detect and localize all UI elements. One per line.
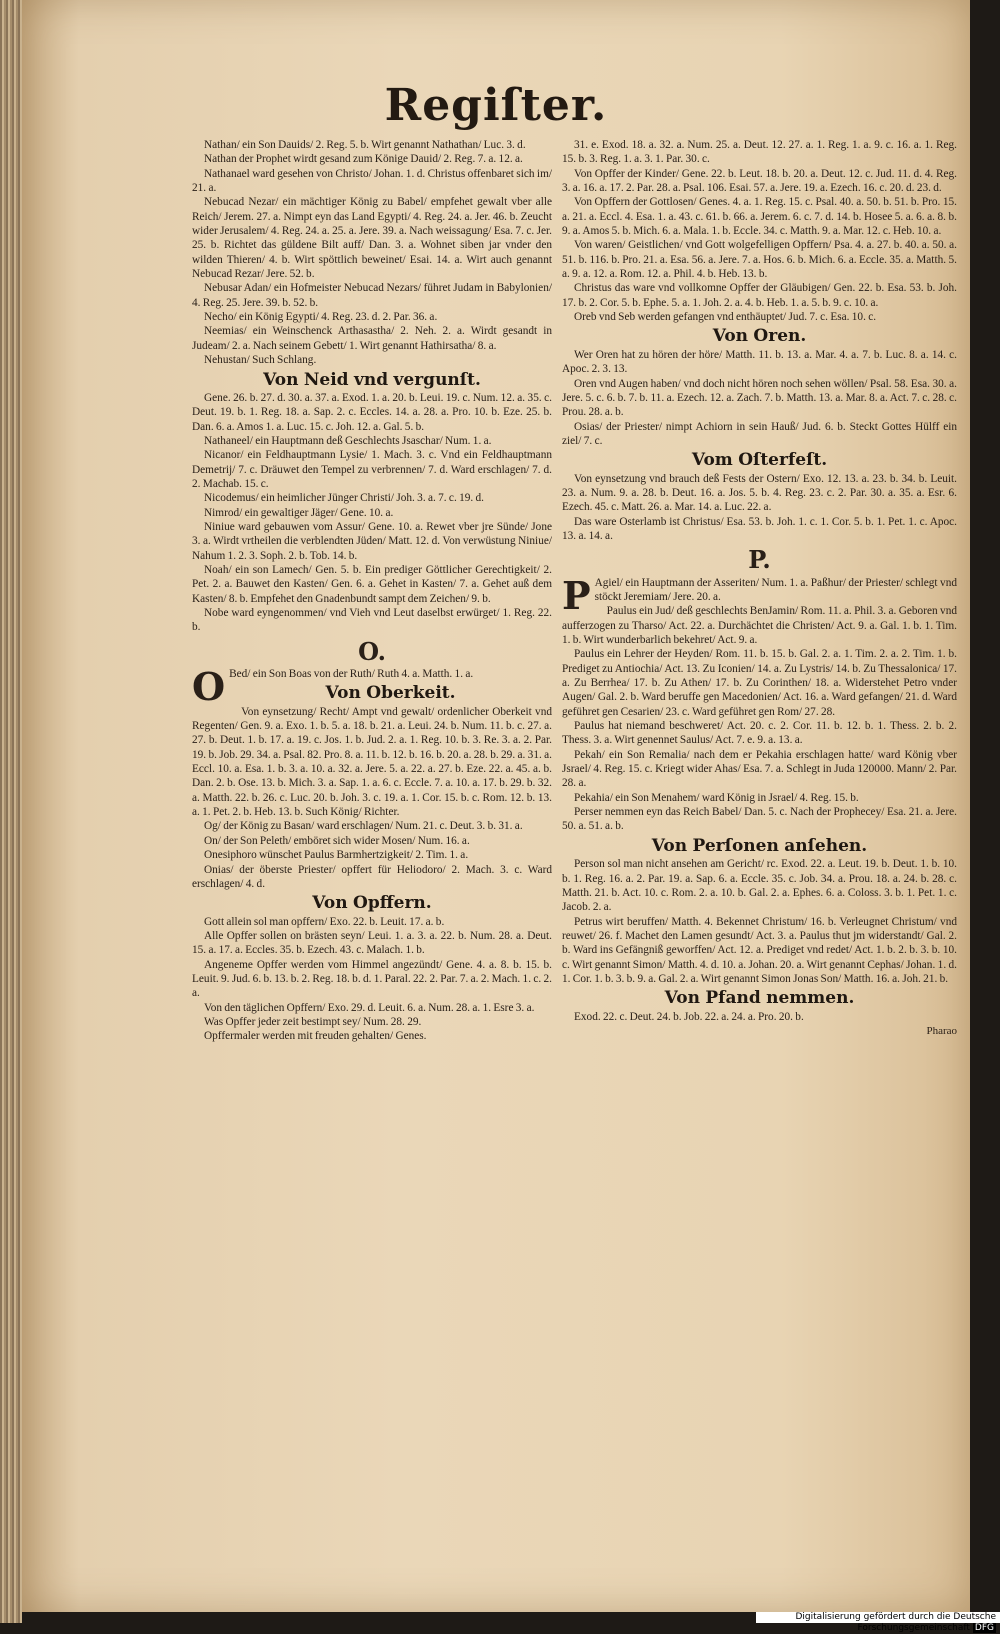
register-entry: Necho/ ein König Egypti/ 4. Reg. 23. d. 2. Par. 36. a. <box>204 311 438 324</box>
register-entry: Nathaneel/ ein Hauptmann deß Geschlechts Jsaschar/ Num. 1. a. <box>204 434 492 447</box>
section-heading: Von Neid vnd vergunſt. <box>263 369 481 390</box>
register-entry: Alle Opffer sollen on brästen seyn/ Leui. 1. a. 3. a. 22. b. Num. 28. a. Deut. 15. a. 17. a. Eccles. 35. b. Ezech. 43. c. Malach. 1. b. <box>192 929 552 957</box>
register-entry: Angeneme Opffer werden vom Himmel angezündt/ Gene. 4. a. 8. b. 15. b. Leuit. 9. Jud. 6. b. 13. b. 2. Reg. 18. b. d. 1. Paral. 22. 2. Par. 7. a. 2. Mach. 1. c. 2. a. <box>192 958 552 1000</box>
register-entry: Neemias/ ein Weinschenck Arthasastha/ 2. Neh. 2. a. Wirdt gesandt in Judeam/ 2. a. Nach seinem Gebett/ 1. Wirt genannt Hathirsatha/ 8. a. <box>192 325 552 352</box>
register-entry: Paulus hat niemand beschweret/ Act. 20. c. 2. Cor. 11. b. 12. b. 1. Thess. 2. b. 2. Thess. 3. a. Wirt genennet Saulus/ Act. 7. e. 9. a. 13. a. <box>562 720 957 747</box>
register-entry: Pekah/ ein Son Remalia/ nach dem er Pekahia erschlagen hatte/ ward König vber Jsrael/ 4. Reg. 15. c. Kriegt wider Ahas/ Esa. 7. a. Schlegt in Juda 120000. Mann/ 2. Par. 28. a. <box>562 748 957 790</box>
register-entry: Nicodemus/ ein heimlicher Jünger Christi/ Joh. 3. a. 7. c. 19. d. <box>204 492 485 505</box>
register-entry: Nimrod/ ein gewaltiger Jäger/ Gene. 10. a. <box>204 506 394 519</box>
register-entry: Paulus ein Jud/ deß geschlechts BenJamin/ Rom. 11. a. Phil. 3. a. Geboren vnd aufferzogen zu Tharso/ Act. 22. a. Durchächtet die Christen/ Act. 9. a. Gal. 1. b. 1. Tim. 1. b. Wirt wunderbarlich bekehret/ Act. 9. a. <box>562 605 957 646</box>
register-entry: Perser nemmen eyn das Reich Babel/ Dan. 5. c. Nach der Prophecey/ Esa. 21. a. Jere. 50. a. 51. a. b. <box>562 806 957 833</box>
register-entry: Nathan/ ein Son Dauids/ 2. Reg. 5. b. Wirt genannt Nathathan/ Luc. 3. d. <box>204 139 526 151</box>
register-entry: Noah/ ein son Lamech/ Gen. 5. b. Ein prediger Göttlicher Gerechtigkeit/ 2. Pet. 2. a. Bauwet den Kasten/ Gen. 6. a. Gehet in Kasten/ 7. a. Gehet auß dem Kasten/ 8. b. Empfehet den Gnadenbundt sampt dem Zeichen/ 9. b. <box>192 563 552 605</box>
right-column <box>562 138 957 1038</box>
register-entry: Gott allein sol man opffern/ Exo. 22. b. Leuit. 17. a. b. <box>204 915 445 928</box>
register-entry: Petrus wirt beruffen/ Matth. 4. Bekennet Christum/ 16. b. Verleugnet Christum/ vnd reuwet/ 26. f. Machet den Lamen gesundt/ Act. 3. a. Paulus thut jm widerstandt/ Gal. 2. b. Ward ins Gefängniß geworffen/ Act. 12. a. Prediget vnd redet/ Act. 1. b. 2. b. 3. b. 10. c. Wirt genannt Simon/ Matth. 4. d. 10. a. Johan. 20. a. Wirt genannt Cephas/ Johan. 1. d. 1. Cor. 1. b. 3. b. 9. a. Gal. 2. a. Wirt genannt Simon Jonas Son/ Matth. 16. a. Joh. 21. b. <box>562 915 957 985</box>
register-entry: Nobe ward eyngenommen/ vnd Vieh vnd Leut daselbst erwürget/ 1. Reg. 22. b. <box>192 607 552 634</box>
letter-heading: O. <box>358 636 386 666</box>
section-heading: Von Oberkeit. <box>325 683 456 704</box>
register-entry: Gene. 26. b. 27. d. 30. a. 37. a. Exod. 1. a. 20. b. Leui. 19. c. Num. 12. a. 35. c. Deut. 19. b. 1. Reg. 18. a. Sap. 2. c. Eccles. 14. a. 28. a. Pro. 10. b. Eze. 25. b. Dan. 6. a. Amos 1. a. Luc. 15. c. Joh. 12. a. Gal. 5. b. <box>192 391 552 433</box>
book-page-edges <box>0 0 22 1623</box>
register-entry: Nebusar Adan/ ein Hofmeister Nebucad Nezars/ führet Judam in Babylonien/ 4. Reg. 25. Jere. 39. b. 52. b. <box>192 282 552 309</box>
section-heading: Von Pfand nemmen. <box>664 988 855 1009</box>
section-heading: Von Opffern. <box>312 893 432 914</box>
register-entry: Onesiphoro wünschet Paulus Barmhertzigkeit/ 2. Tim. 1. a. <box>204 849 469 862</box>
register-entry: Von eynsetzung vnd brauch deß Fests der Ostern/ Exo. 12. 13. a. 23. b. 34. b. Leuit. 23. a. Num. 9. a. 28. b. Deut. 16. a. Jos. 5. b. 4. Reg. 23. c. 2. Par. 30. a. 35. a. Esr. 6. Ezech. 45. c. Matt. 26. a. Mar. 14. a. Luc. 22. a. <box>562 472 957 514</box>
register-entry: Osias/ der Priester/ nimpt Achiorn in sein Hauß/ Jud. 6. b. Steckt Gottes Hülff ein ziel/ 7. c. <box>562 420 957 447</box>
register-entry: Christus das ware vnd vollkomne Opffer der Gläubigen/ Gen. 22. b. Esa. 53. b. Joh. 17. b. 2. Cor. 5. b. Ephe. 5. a. 1. Joh. 2. a. 4. b. Heb. 1. a. 5. b. 9. c. 10. a. <box>562 282 957 309</box>
register-entry: Oreb vnd Seb werden gefangen vnd enthäuptet/ Jud. 7. c. Esa. 10. c. <box>574 311 877 324</box>
register-entry: Von Opffer der Kinder/ Gene. 22. b. Leut. 18. b. 20. a. Deut. 12. c. Jud. 11. d. 4. Reg. 3. a. 16. a. 17. 2. Par. 28. a. Psal. 106. Esai. 57. a. Jere. 19. a. Ezech. 16. c. 20. d. 23. d. <box>562 167 957 195</box>
left-column <box>192 138 552 1044</box>
register-entry: Nathan der Prophet wirdt gesand zum Könige Dauid/ 2. Reg. 7. a. 12. a. <box>204 153 523 166</box>
footer-text: Digitalisierung gefördert durch die Deutsche Forschungsgemeinschaft <box>795 1612 996 1633</box>
catchword: Pharao <box>926 1024 957 1037</box>
register-entry: On/ der Son Peleth/ emböret sich wider Mosen/ Num. 16. a. <box>204 834 470 847</box>
register-entry: Von eynsetzung/ Recht/ Ampt vnd gewalt/ ordenlicher Oberkeit vnd Regenten/ Gen. 9. a. Exo. 1. b. 5. a. 18. b. 21. a. Leui. 24. b. Num. 11. b. c. 27. a. 27. b. Deut. 1. b. 17. a. 19. c. Jos. 1. b. Jud. 2. a. 1. Reg. 10. b. 3. Re. 3. a. 2. Par. 19. b. Job. 29. 34. a. Psal. 82. Pro. 8. a. 11. b. 12. b. 16. b. 20. a. 28. b. 29. a. 31. a. Eccl. 10. a. Esa. 1. b. 3. a. 10. a. 32. a. Jere. 5. a. 22. a. 27. b. Eze. 22. a. 45. a. b. Dan. 2. b. Ose. 13. b. Mich. 3. a. Sap. 1. a. 6. c. Eccle. 7. a. 10. a. 17. b. 29. b. 32. a. Matth. 22. b. 26. c. Luc. 20. b. Joh. 3. c. 19. a. 1. Cor. 15. b. c. Rom. 12. b. 13. a. 1. Pet. 2. b. Heb. 13. b. Such König/ Richter. <box>192 705 552 819</box>
dfg-footer-banner <box>756 1612 1000 1633</box>
register-entry: 31. e. Exod. 18. a. 32. a. Num. 25. a. Deut. 12. 27. a. 1. Reg. 1. a. 9. c. 16. a. 1. Reg. 15. b. 3. Reg. 1. a. 3. 1. Par. 30. c. <box>562 139 957 166</box>
drop-capital: O <box>192 664 226 710</box>
letter-heading: P. <box>748 545 771 575</box>
register-entry: Von waren/ Geistlichen/ vnd Gott wolgefelligen Opffern/ Psa. 4. a. 27. b. 40. a. 50. a. 51. b. 116. b. Pro. 21. a. Esa. 56. a. Jere. 7. a. Hos. 6. b. Mich. 6. a. Eccle. 35. a. Matth. 5. a. 9. a. 12. a. Rom. 12. a. Phil. 4. b. Heb. 13. b. <box>562 239 957 281</box>
section-heading: Vom Oſterfeſt. <box>691 450 828 471</box>
register-entry <box>562 572 957 618</box>
section-heading: Von Perſonen anſehen. <box>651 835 868 856</box>
register-entry: Wer Oren hat zu hören der höre/ Matth. 11. b. 13. a. Mar. 4. a. 7. b. Luc. 8. a. 14. c. Apoc. 2. 3. 13. <box>562 348 957 376</box>
drop-capital: P <box>562 572 591 618</box>
register-entry: Onias/ der öberste Priester/ opffert für Heliodoro/ 2. Mach. 3. c. Ward erschlagen/ 4. d. <box>192 863 552 890</box>
register-entry: Nicanor/ ein Feldhauptmann Lysie/ 1. Mach. 3. c. Vnd ein Feldhauptmann Demetrij/ 7. c. Dräuwet den Tempel zu verbrennen/ 7. d. Ward erschlagen/ 7. d. 2. Machab. 15. c. <box>192 449 552 490</box>
section-heading: Von Oren. <box>712 326 807 347</box>
register-entry: Exod. 22. c. Deut. 24. b. Job. 22. a. 24. a. Pro. 20. b. <box>574 1010 804 1023</box>
register-entry: Das ware Osterlamb ist Christus/ Esa. 53. b. Joh. 1. c. 1. Cor. 5. b. 1. Pet. 1. c. Apoc. 13. a. 14. a. <box>562 515 957 542</box>
register-entry: Og/ der König zu Basan/ ward erschlagen/ Num. 21. c. Deut. 3. b. 31. a. <box>204 820 523 833</box>
register-entry: Nebucad Nezar/ ein mächtiger König zu Babel/ empfehet gewalt vber alle Reich/ Jerem. 27. a. Nimpt eyn das Land Egypti/ 4. Reg. 24. a. Jer. 46. b. Zeucht wider Jerusalem/ 4. Reg. 24. a. 25. a. Jere. 39. a. Nach weissagung/ Esa. 7. c. Jer. 25. b. Richtet das güldene Bilt auff/ Dan. 3. a. Wohnet siben jar vnder den wilden Thieren/ 4. b. Wirt spöttlich beweinet/ Esai. 14. a. Wirt auch genannt Nebucad Rezar/ Jere. 52. b. <box>192 196 552 281</box>
register-entry: Nathanael ward gesehen von Christo/ Johan. 1. d. Christus offenbaret sich im/ 21. a. <box>192 167 552 195</box>
register-page <box>22 0 970 1612</box>
dfg-logo: DFG <box>974 1623 994 1633</box>
register-entry: Von den täglichen Opffern/ Exo. 29. d. Leuit. 6. a. Num. 28. a. 1. Esre 3. a. <box>204 1001 535 1014</box>
page-header: Regiſter. <box>384 80 608 131</box>
register-entry: Nehustan/ Such Schlang. <box>204 354 317 367</box>
register-entry: Paulus ein Lehrer der Heyden/ Rom. 11. b. 15. b. Gal. 2. a. 1. Tim. 2. a. 2. Tim. 1. b. Prediget zu Antiochia/ Act. 13. Zu Iconien/ 14. a. Zu Lystris/ 14. b. Zu Thessalonica/ 17. a. Zu Berrhea/ 17. b. Zu Athen/ 17. b. Zu Corinthen/ 18. a. Widerstehet Petro vnder Augen/ Gal. 2. b. Ward beruffe gen Macedonien/ Act. 16. a. Ward gefangen/ 21. d. Ward geführet gen Cesarien/ 23. c. Ward geführet gen Rom/ 27. 28. <box>562 648 957 718</box>
entry-text: Agiel/ ein Hauptmann der Asseriten/ Num. 1. a. Paßhur/ der Priester/ schlegt vnd stöckt Jeremiam/ Jere. 20. a. <box>594 576 957 603</box>
register-entry: Oren vnd Augen haben/ vnd doch nicht hören noch sehen wöllen/ Psal. 58. Esa. 30. a. Jere. 5. c. 6. b. 7. b. 11. a. Ezech. 12. a. Zach. 7. b. Matth. 13. a. Mar. 8. a. Act. 7. c. 28. c. Prou. 28. a. b. <box>562 377 957 419</box>
register-entry: Niniue ward gebauwen vom Assur/ Gene. 10. a. Rewet vber jre Sünde/ Jone 3. a. Wirdt vrtheilen die verblendten Jüden/ Matt. 12. d. Von verwüstung Niniue/ Nahum 1. 2. 3. Soph. 2. b. Tob. 14. b. <box>192 520 552 562</box>
register-entry: Von Opffern der Gottlosen/ Genes. 4. a. 1. Reg. 15. c. Psal. 40. a. 50. b. 51. b. Pro. 15. a. 21. a. Eccl. 4. Esa. 1. a. 43. c. 61. b. 66. a. Jerem. 6. c. 7. d. 14. b. Hosee 5. a. 6. a. 8. b. 9. a. Amos 5. b. Mich. 6. a. Mala. 1. b. Eccle. 34. c. Matth. 9. a. Mar. 12. c. Heb. 10. a. <box>562 196 957 238</box>
register-entry: Opffermaler werden mit freuden gehalten/ Genes. <box>204 1030 427 1043</box>
register-entry: Was Opffer jeder zeit bestimpt sey/ Num. 28. 29. <box>204 1015 422 1028</box>
register-entry: Person sol man nicht ansehen am Gericht/ rc. Exod. 22. a. Leut. 19. b. Deut. 1. b. 10. b. 1. Reg. 16. a. 2. Par. 19. a. Sap. 6. a. Eccle. 35. c. Job. 34. a. Prou. 18. a. 24. b. 28. c. Matth. 21. b. Act. 10. c. Rom. 2. a. 10. b. Gal. 2. a. Ephes. 6. a. Coloss. 3. b. 1. Pet. 1. c. Jacob. 2. a. <box>562 858 957 914</box>
register-entry: Pekahia/ ein Son Menahem/ ward König in Jsrael/ 4. Reg. 15. b. <box>574 791 859 804</box>
entry-text: Bed/ ein Son Boas von der Ruth/ Ruth 4. a. Matth. 1. a. <box>229 668 474 681</box>
